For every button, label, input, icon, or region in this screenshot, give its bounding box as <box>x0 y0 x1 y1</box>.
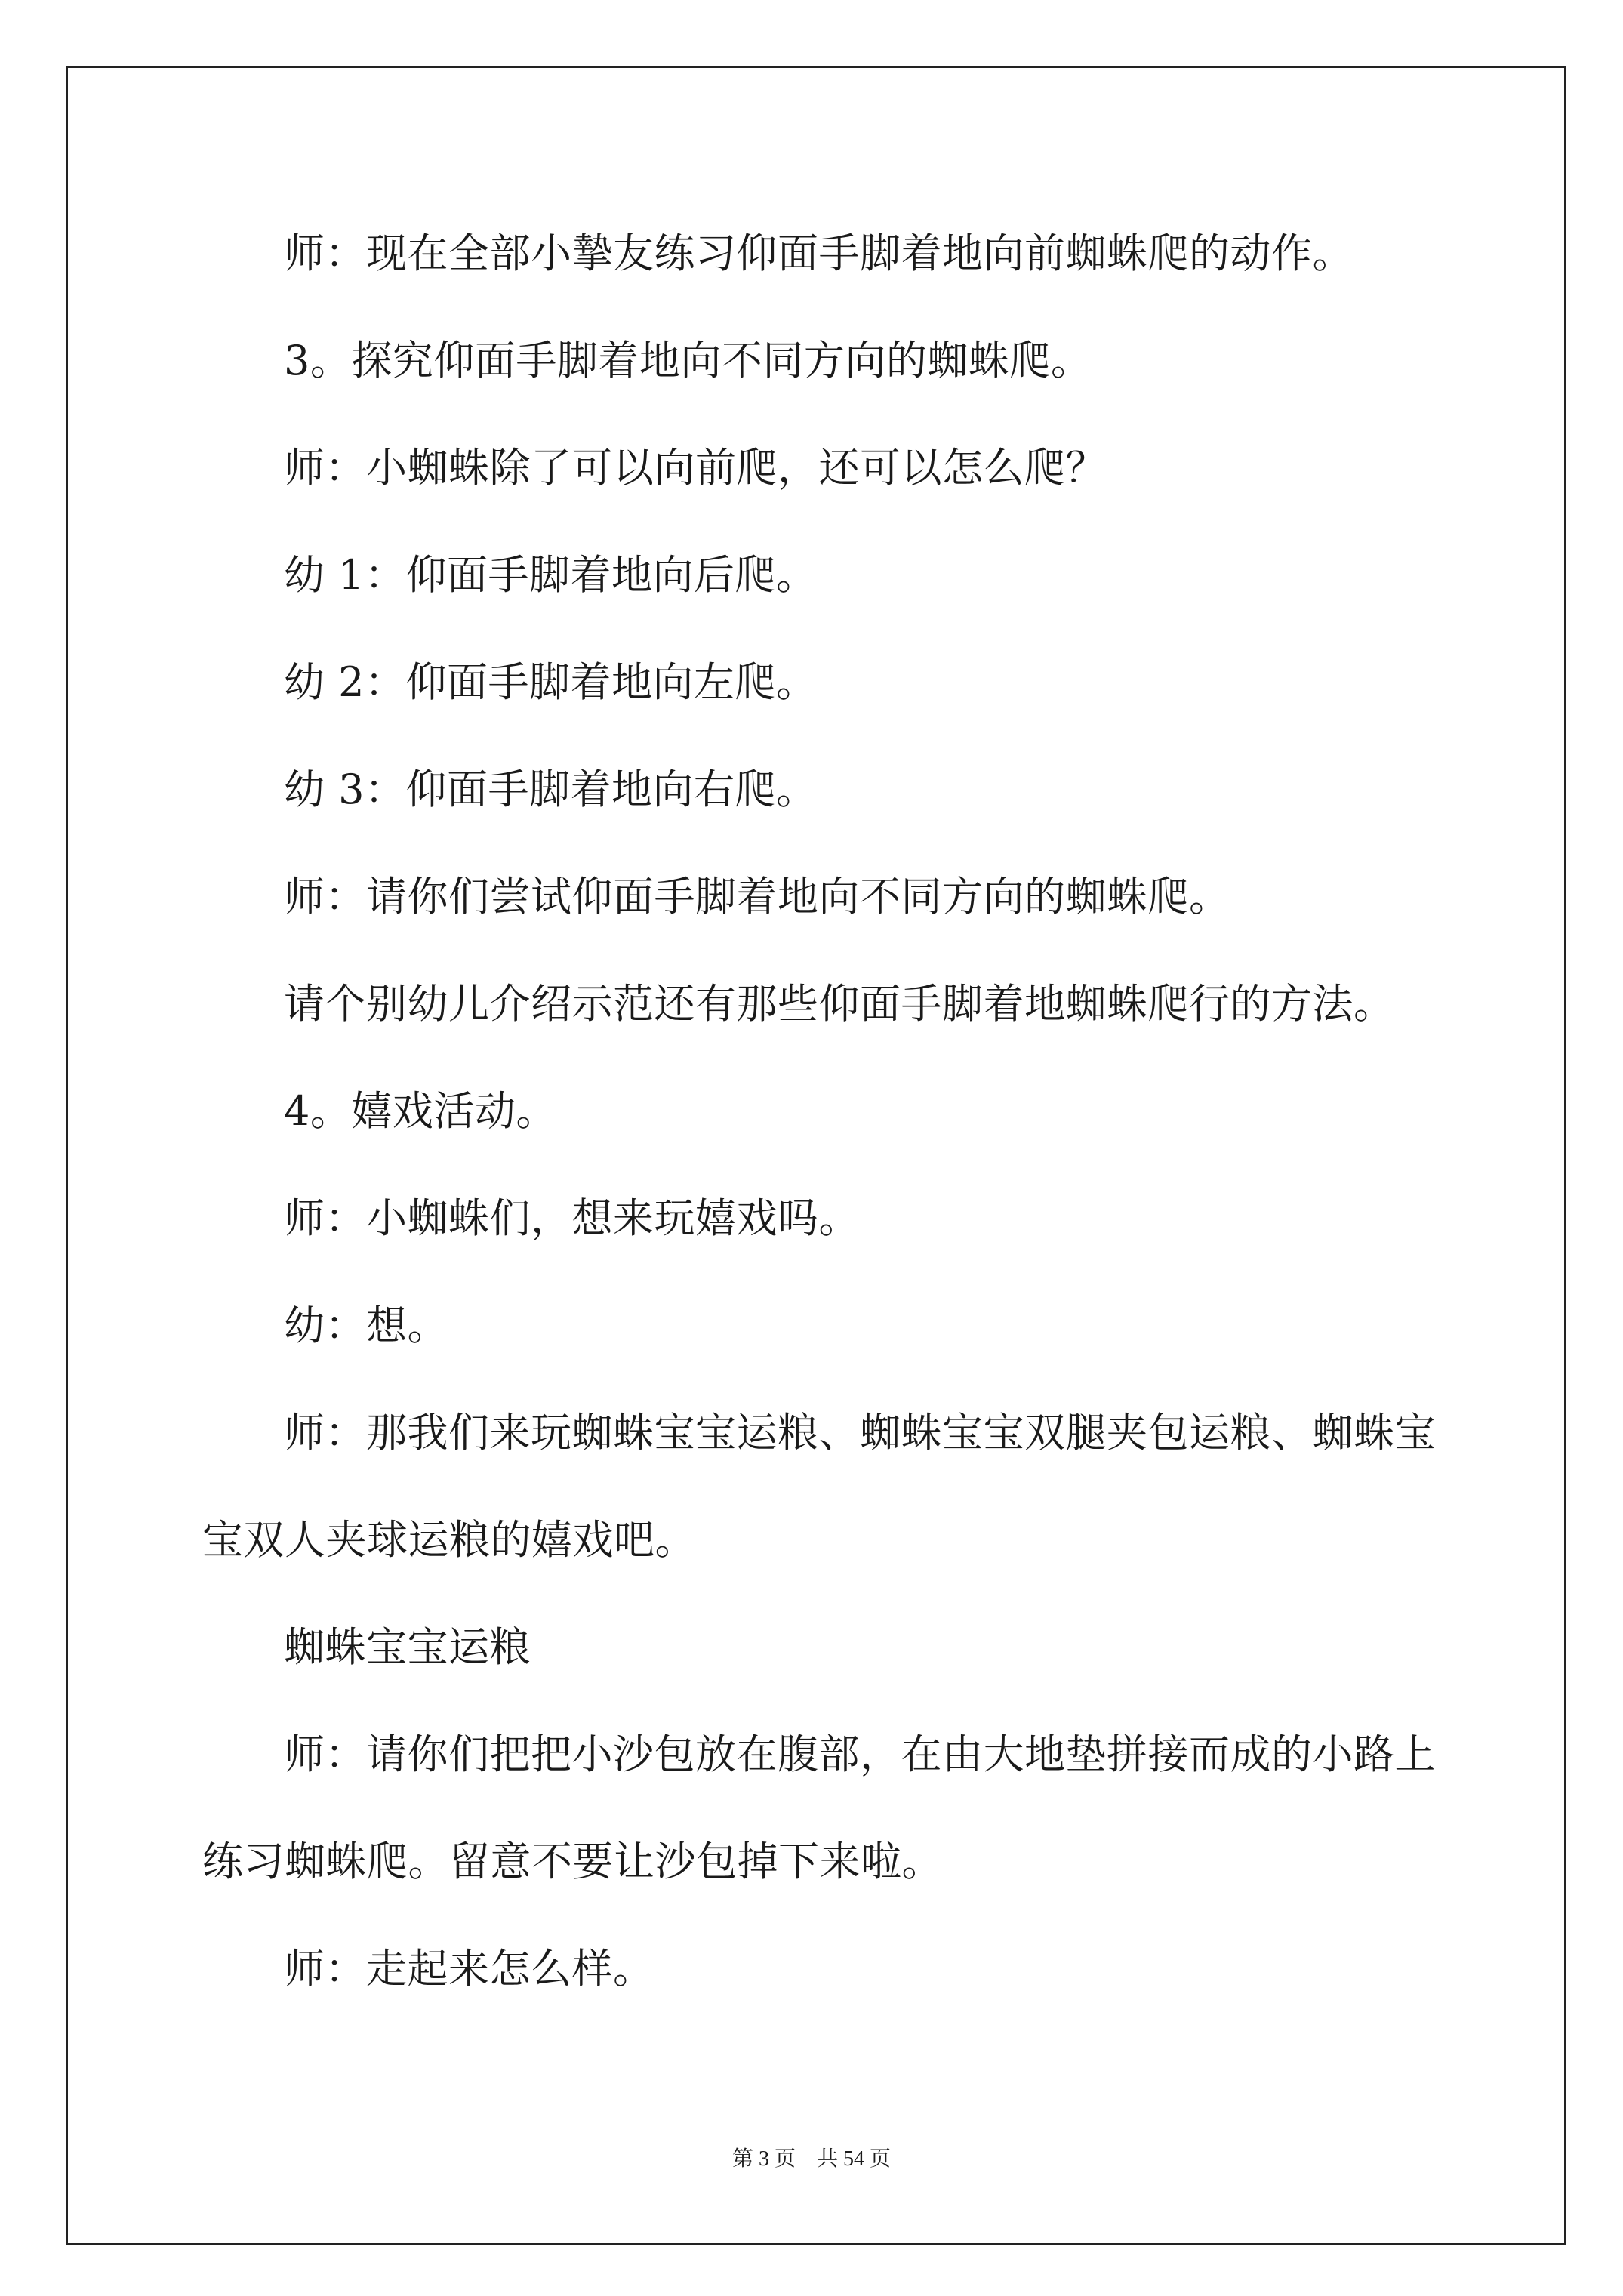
section-heading <box>202 1058 1433 1165</box>
paragraph <box>202 415 1433 522</box>
paragraph-line: 师：请你们尝试仰面手脚着地向不同方向的蜘蛛爬。 <box>284 873 1230 920</box>
paragraph-line: 4。嬉戏活动。 <box>284 1087 557 1135</box>
paragraph-line: 3。探究仰面手脚着地向不同方向的蜘蛛爬。 <box>284 337 1092 384</box>
paragraph <box>202 1379 1436 1594</box>
paragraph <box>202 843 1433 951</box>
paragraph-line: 幼 1：仰面手脚着地向后爬。 <box>284 551 818 599</box>
page-number: 第 3 页 共 54 页 <box>731 2147 891 2171</box>
paragraph-line: 请个别幼儿介绍示范还有那些仰面手脚着地蜘蛛爬行的方法。 <box>284 980 1395 1028</box>
paragraph-line: 幼：想。 <box>284 1302 448 1349</box>
paragraph-line: 练习蜘蛛爬。留意不要让沙包掉下来啦。 <box>202 1838 943 1885</box>
paragraph-line: 幼 3：仰面手脚着地向右爬。 <box>284 766 818 813</box>
paragraph <box>202 1915 1433 2023</box>
paragraph <box>202 736 1433 843</box>
paragraph <box>202 1272 1433 1379</box>
section-heading <box>202 307 1433 415</box>
subheading <box>202 1594 1433 1701</box>
document-body <box>202 200 1436 2023</box>
paragraph <box>202 951 1433 1058</box>
paragraph <box>202 522 1433 629</box>
paragraph-line: 师：现在全部小摯友练习仰面手脚着地向前蜘蛛爬的动作。 <box>284 230 1354 277</box>
paragraph-line: 蜘蛛宝宝运粮 <box>284 1623 531 1671</box>
paragraph-line: 幼 2：仰面手脚着地向左爬。 <box>284 658 818 706</box>
paragraph-line: 师：那我们来玩蜘蛛宝宝运粮、蜘蛛宝宝双腿夹包运粮、蜘蛛宝 <box>284 1409 1436 1456</box>
paragraph <box>202 629 1433 736</box>
paragraph <box>202 1165 1433 1272</box>
paragraph-line: 师：走起来怎么样。 <box>284 1945 654 1992</box>
paragraph-line: 师：小蜘蛛们，想来玩嬉戏吗。 <box>284 1194 860 1242</box>
paragraph-line: 师：小蜘蛛除了可以向前爬，还可以怎么爬？ <box>284 444 1107 492</box>
paragraph <box>202 200 1433 307</box>
paragraph-line: 宝双人夹球运粮的嬉戏吧。 <box>202 1516 696 1564</box>
paragraph-line: 师：请你们把把小沙包放在腹部，在由大地垫拼接而成的小路上 <box>284 1730 1436 1778</box>
paragraph <box>202 1701 1436 1915</box>
